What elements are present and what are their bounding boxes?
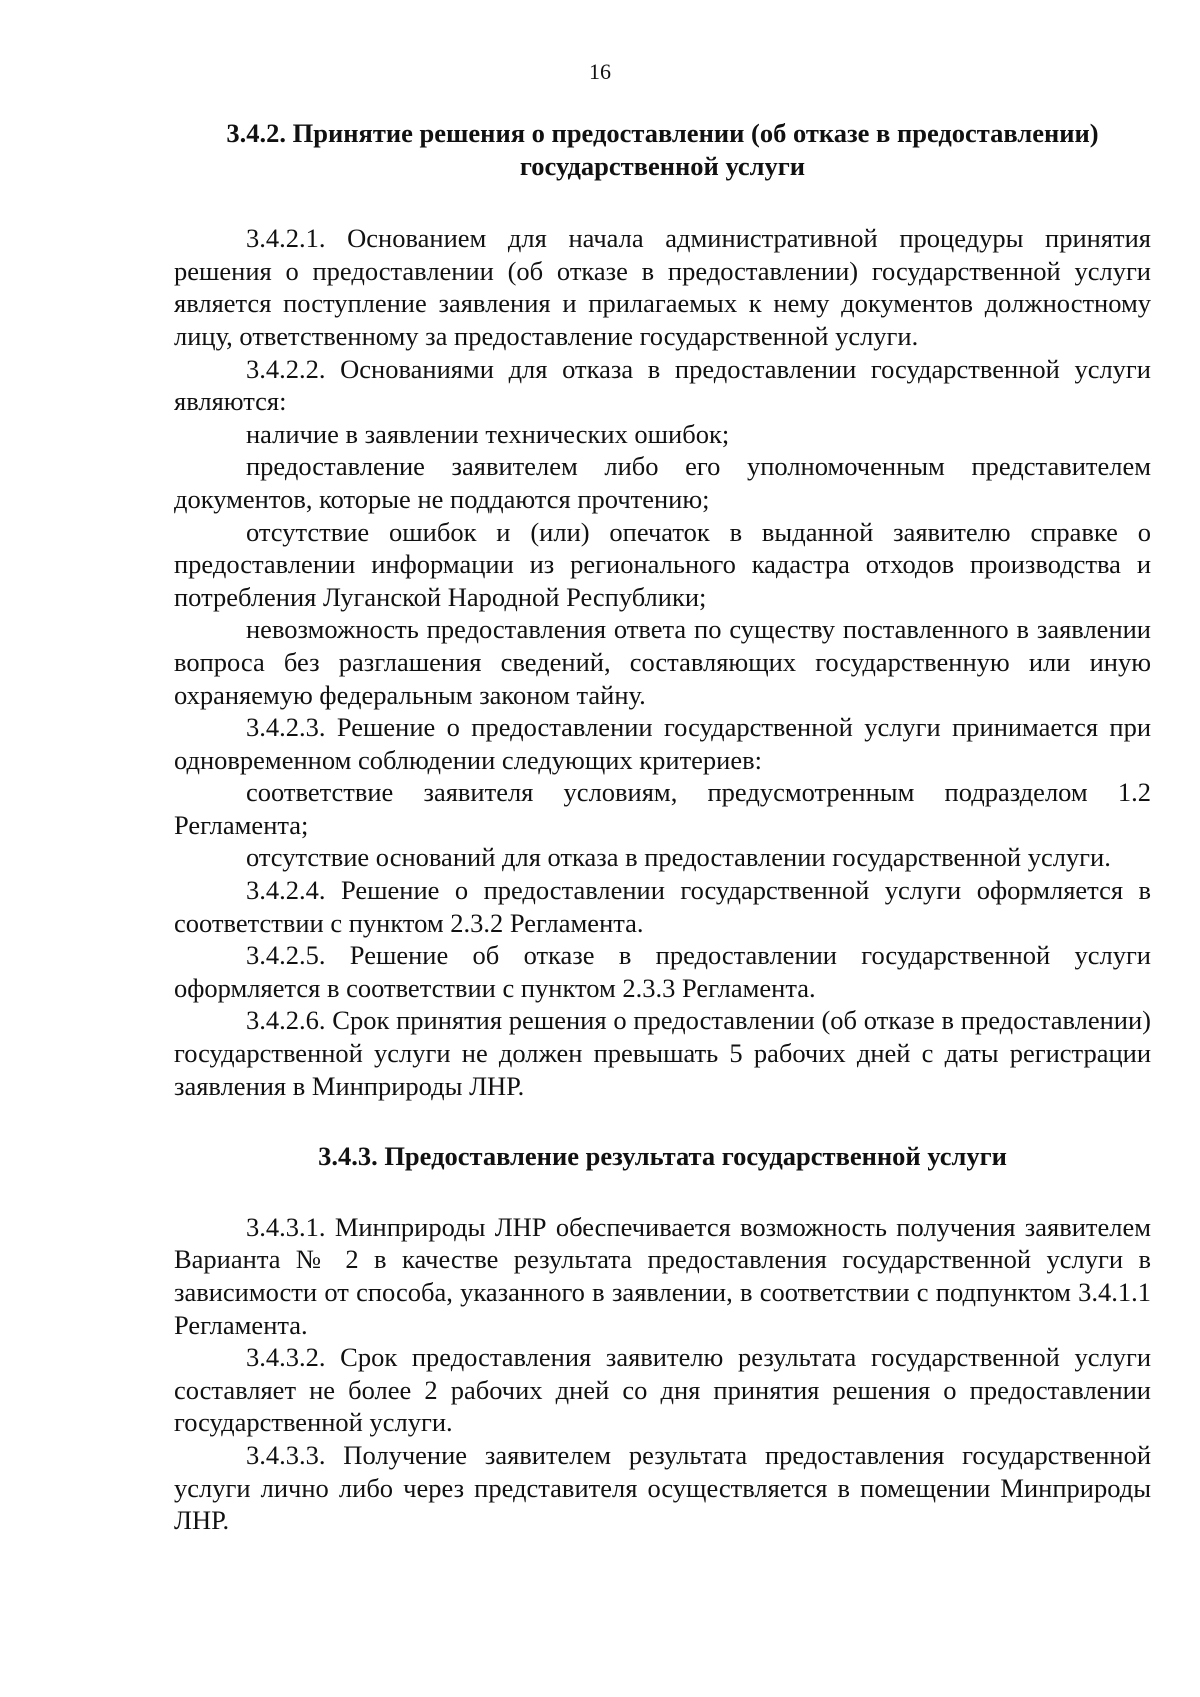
list-item-criterion: соответствие заявителя условиям, предусмотренным подразделом 1.2 Регламента; [174, 777, 1151, 840]
paragraph-3-4-2-3: 3.4.2.3. Решение о предоставлении государственной услуги принимается при одновременном соблюдении следующих критериев: [174, 712, 1151, 775]
paragraph-3-4-2-2: 3.4.2.2. Основаниями для отказа в предоставлении государственной услуги являются: [174, 353, 1151, 417]
page-number: 16 [589, 59, 611, 84]
list-item-criterion: отсутствие оснований для отказа в предоставлении государственной услуги. [246, 842, 1111, 873]
paragraph-3-4-2-4: 3.4.2.4. Решение о предоставлении государственной услуги оформляется в соответствии с пунктом 2.3.2 Регламента. [174, 875, 1151, 938]
section-heading-3-4-3: 3.4.3. Предоставление результата государственной услуги [318, 1141, 1007, 1172]
paragraph-3-4-2-5: 3.4.2.5. Решение об отказе в предоставлении государственной услуги оформляется в соответствии с пунктом 2.3.3 Регламента. [174, 940, 1151, 1003]
list-item-refusal-ground: предоставление заявителем либо его уполномоченным представителем документов, которые не поддаются прочтению; [174, 451, 1151, 514]
paragraph-3-4-2-1: 3.4.2.1. Основанием для начала административной процедуры принятия решения о предоставлении (об отказе в предоставлении) государственной услуги является поступление заявления и прилагаемых к нему документов должностному лицу, ответственному за предоставление государственной услуги. [174, 223, 1151, 351]
document-body [174, 117, 1151, 1537]
paragraph-3-4-3-3: 3.4.3.3. Получение заявителем результата предоставления государственной услуги лично либо через представителя осуществляется в помещении Минприроды ЛНР. [174, 1439, 1151, 1536]
list-item-refusal-ground: наличие в заявлении технических ошибок; [246, 418, 730, 449]
list-item-refusal-ground: невозможность предоставления ответа по существу поставленного в заявлении вопроса без разглашения сведений, составляющих государственную или иную охраняемую федеральным законом тайну. [174, 614, 1151, 710]
paragraph-3-4-2-6: 3.4.2.6. Срок принятия решения о предоставлении (об отказе в предоставлении) государственной услуги не должен превышать 5 рабочих дней с даты регистрации заявления в Минприроды ЛНР. [174, 1005, 1151, 1101]
paragraph-3-4-3-2: 3.4.3.2. Срок предоставления заявителю результата государственной услуги составляет не более 2 рабочих дней со дня принятия решения о предоставлении государственной услуги. [174, 1342, 1151, 1438]
paragraph-3-4-3-1: 3.4.3.1. Минприроды ЛНР обеспечивается возможность получения заявителем Варианта № 2 в качестве результата предоставления государственной услуги в зависимости от способа, указанного в заявлении, в соответствии с подпунктом 3.4.1.1 Регламента. [174, 1211, 1151, 1340]
list-item-refusal-ground: отсутствие ошибок и (или) опечаток в выданной заявителю справке о предоставлении информации из регионального кадастра отходов производства и потребления Луганской Народной Республики; [174, 516, 1151, 612]
section-heading-3-4-2: 3.4.2. Принятие решения о предоставлении (об отказе в предоставлении) государственной услуги [226, 118, 1099, 181]
